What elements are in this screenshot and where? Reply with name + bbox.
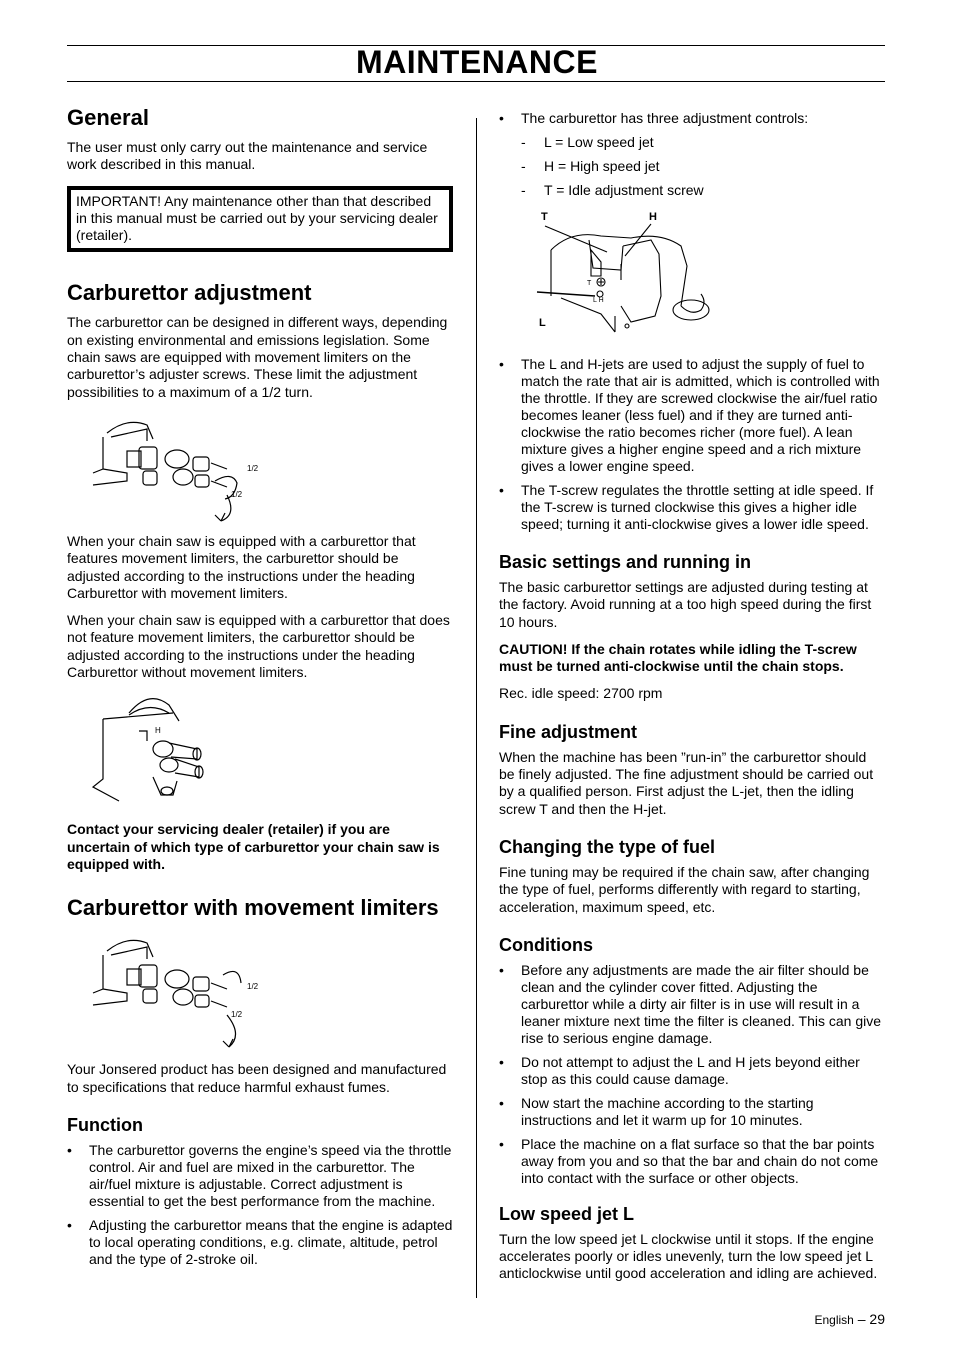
basic-settings-heading: Basic settings and running in — [499, 552, 752, 572]
fig1-label-top: 1/2 — [247, 463, 259, 473]
limiters-heading: Carburettor with movement limiters — [67, 895, 439, 921]
fig2-label-h: H — [155, 726, 161, 736]
important-text: IMPORTANT! Any maintenance other than that described in this manual must be carried out by your servicing dealer (retailer). — [76, 192, 438, 244]
list-item: • Now start the machine according to the starting instructions and let it warm up for 10 minutes. — [499, 1094, 814, 1128]
carburettor-limiter-figure — [87, 411, 287, 523]
without-limiters-text: When your chain saw is equipped with a carburettor that does not feature movement limiters, the carburettor should be adjusted according to the instructions under the heading Carburettor without movement limiters. — [67, 612, 450, 681]
bullet: • — [499, 1094, 504, 1111]
bullet: • — [499, 356, 504, 372]
conditions-list — [499, 962, 885, 1187]
list-item: - L = Low speed jet — [521, 134, 654, 150]
fuel-text: Fine tuning may be required if the chain saw, after changing the type of fuel, performs differently with regard to starting, acceleration, maximum speed, etc. — [499, 863, 870, 915]
basic-settings-text: The basic carburettor settings are adjusted during testing at the factory. Avoid running at a too high speed during the first 10 hours. — [499, 579, 872, 630]
carb-adjustment-heading: Carburettor adjustment — [67, 280, 312, 306]
low-speed-jet-text: Turn the low speed jet L clockwise until it stops. If the engine accelerates poorly or idles unevenly, turn the low speed jet L anticlockwise until good acceleration and idling are achieved. — [499, 1230, 878, 1282]
carburettor-screws-figure — [531, 206, 721, 348]
footer-language: English — [814, 1313, 854, 1327]
fine-adjustment-text: When the machine has been ”run-in” the carburettor should be finely adjusted. The fine adjustment should be carried out by a qualified person. First adjust the L-jet, then the idling screw T and then the H-jet. — [499, 748, 874, 817]
fine-adjustment-heading: Fine adjustment — [499, 721, 638, 742]
dash: - — [521, 134, 526, 150]
bullet: • — [499, 1135, 504, 1152]
list-item: • Place the machine on a flat surface so that the bar points away from you and so that the bar and chain do not come into contact with the surface or other objects. — [499, 1135, 879, 1186]
dash: - — [521, 158, 526, 174]
carburettor-limiter-figure-2 — [87, 929, 287, 1051]
general-text: The user must only carry out the maintenance and service work described in this manual. — [67, 139, 428, 173]
controls-list — [499, 134, 885, 199]
page-footer — [814, 1311, 885, 1327]
footer-separator: – — [857, 1311, 866, 1327]
low-speed-jet-heading: Low speed jet L — [499, 1203, 635, 1224]
jet-list — [499, 356, 885, 533]
bullet: • — [499, 1053, 504, 1070]
fig-small-t: T — [587, 280, 592, 287]
important-box — [67, 186, 453, 253]
carb-adjustment-text: The carburettor can be designed in different ways, depending on existing environmental and emissions legislation. Some chain saws are equipped with movement limiters on the carburettor’s adjuster screws. These limit the adjustment possibilities to a maximum of a 1/2 turn. — [67, 314, 448, 400]
bullet: • — [67, 1216, 72, 1233]
list-item: • The T-screw regulates the throttle setting at idle speed. If the T-screw is turned clockwise this gives a higher idle speed; turning it anti-clockwise gives a lower idle speed. — [499, 482, 874, 532]
header-bottom-rule — [67, 81, 885, 82]
function-heading: Function — [67, 1114, 143, 1135]
left-column — [67, 105, 453, 1278]
fig-label-t: T — [541, 211, 548, 223]
function-list — [67, 1142, 453, 1268]
column-divider — [476, 118, 477, 1298]
list-item: • Do not attempt to adjust the L and H jets beyond either stop as this could cause damage. — [499, 1053, 860, 1087]
general-heading: General — [67, 105, 149, 130]
bullet: • — [499, 110, 504, 126]
bullet: • — [67, 1141, 72, 1158]
fig-small-lh: L H — [593, 297, 604, 304]
contact-dealer-text: Contact your servicing dealer (retailer) if you are uncertain of which type of carburettor your chain saw is equipped with. — [67, 821, 440, 872]
fig1-label-bottom: 1/2 — [231, 489, 243, 499]
page-title: MAINTENANCE — [356, 44, 598, 80]
list-item: • Adjusting the carburettor means that the engine is adapted to local operating conditions, e.g. climate, altitude, petrol and the type of 2-stroke oil. — [67, 1216, 453, 1267]
list-item: - T = Idle adjustment screw — [521, 182, 704, 198]
list-item: • Before any adjustments are made the air filter should be clean and the cylinder cover fitted. Adjusting the carburettor while a dirty air filter is in use will result in a leaner mixture next time the filter is cleaned. This can give rise to serious engine damage. — [499, 961, 882, 1046]
with-limiters-text: When your chain saw is equipped with a carburettor that features movement limiters, the carburettor should be adjusted according to the instructions under the heading Carburettor with movement limiters. — [67, 532, 416, 601]
fig-label-h: H — [649, 211, 657, 223]
jonsered-text: Your Jonsered product has been designed and manufactured to specifications that reduce harmful exhaust fumes. — [67, 1061, 447, 1095]
right-column — [499, 110, 885, 1293]
fig3-label-top: 1/2 — [247, 982, 259, 992]
list-item: • The carburettor has three adjustment controls: — [499, 110, 809, 126]
list-item: - H = High speed jet — [521, 158, 660, 174]
fig-label-l: L — [539, 317, 546, 329]
bullet: • — [499, 961, 504, 978]
conditions-heading: Conditions — [499, 934, 593, 955]
page-number: 29 — [869, 1311, 885, 1327]
dash: - — [521, 182, 526, 198]
caution-text: CAUTION! If the chain rotates while idling the T-screw must be turned anti-clockwise until the chain stops. — [499, 640, 857, 675]
list-item: • The carburettor governs the engine’s speed via the throttle control. Air and fuel are mixed in the carburettor. The air/fuel mixture is adjustable. Correct adjustment is essential to get the best performance from the machine. — [67, 1141, 452, 1209]
list-item: • The L and H-jets are used to adjust the supply of fuel to match the rate that air is admitted, which is controlled with the throttle. If they are screwed clockwise the air/fuel ratio becomes leaner (less fuel) and if they are turned anti-clockwise the ratio becomes richer (more fuel). A lean mixture gives a higher engine speed and a rich mixture gives a lower engine speed. — [499, 356, 880, 474]
idle-speed-text: Rec. idle speed: 2700 rpm — [499, 685, 663, 702]
carburettor-no-limiter-figure — [89, 691, 229, 811]
controls-intro-list — [499, 110, 885, 127]
fuel-heading: Changing the type of fuel — [499, 836, 715, 857]
fig3-label-bottom: 1/2 — [231, 1010, 243, 1020]
bullet: • — [499, 482, 504, 498]
